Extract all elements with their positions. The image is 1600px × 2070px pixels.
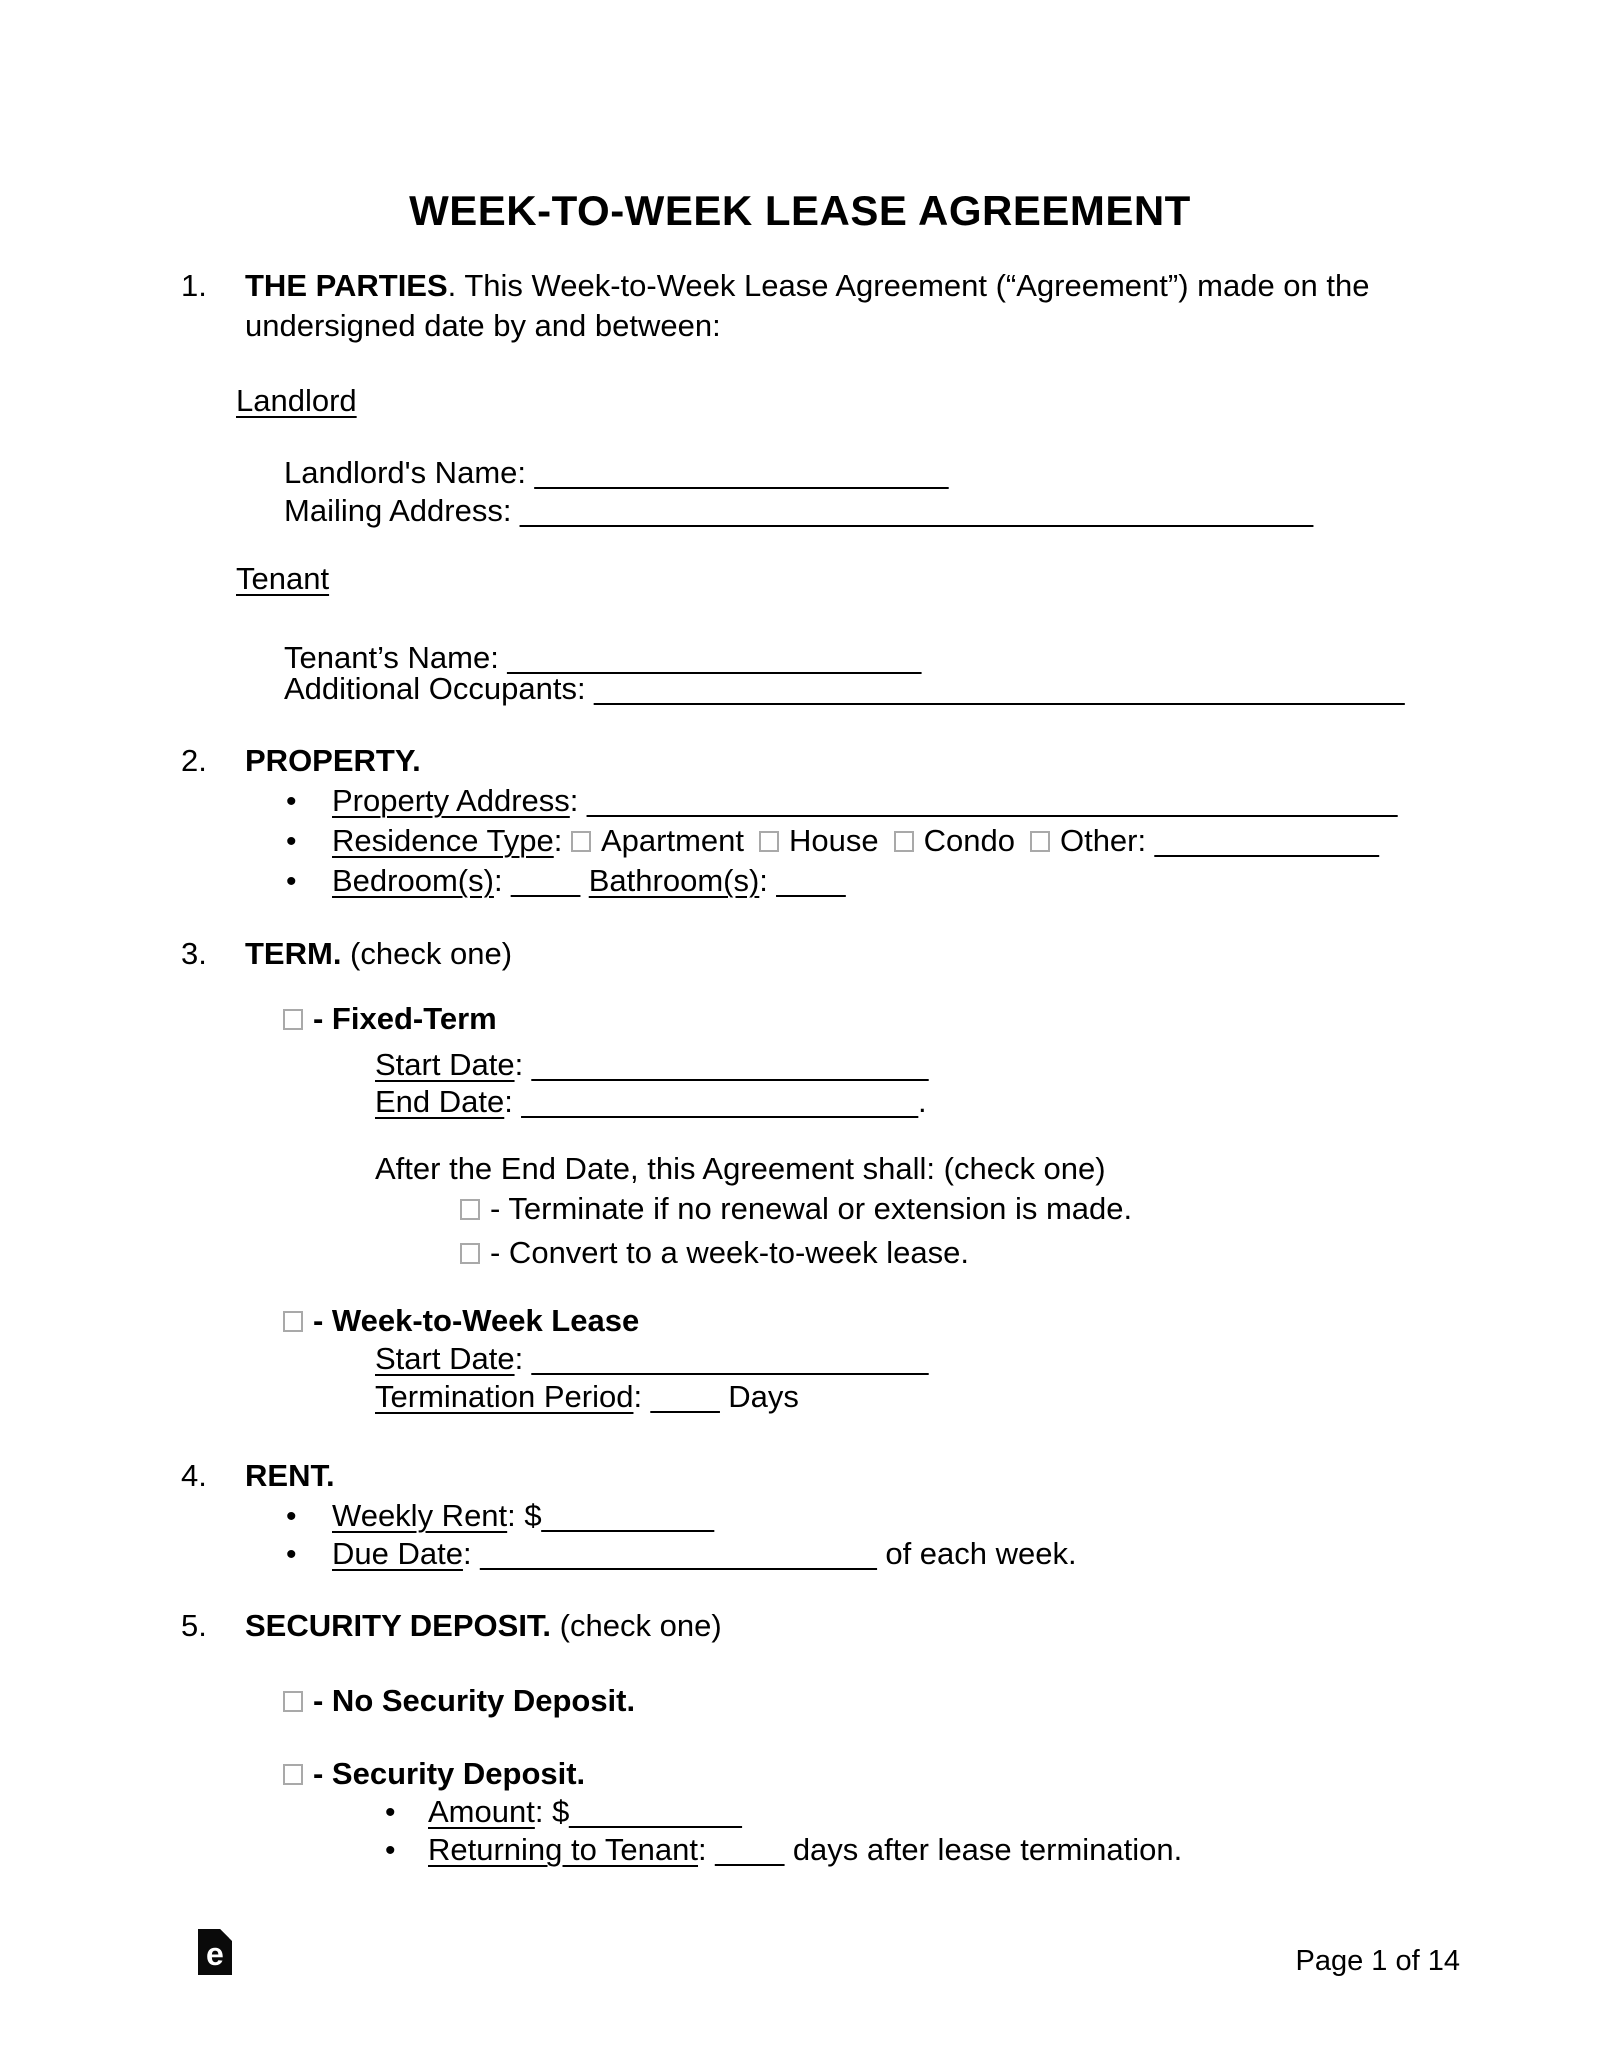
option-house-label: House [789,823,879,858]
checkbox-condo[interactable] [894,831,914,852]
due-date-label: Due Date [332,1536,463,1571]
option-other-label: Other: _____________ [1059,823,1379,858]
section-parties-heading [181,266,1370,306]
section-deposit-title: SECURITY DEPOSIT. [245,1608,552,1643]
deposit-amount-blank: : $__________ [534,1794,742,1829]
section-deposit-suffix: (check one) [551,1608,722,1643]
bathroom-blank: : ____ [759,863,846,898]
fixed-end-date-line [375,1082,927,1122]
no-security-deposit-label: - No Security Deposit. [313,1683,636,1718]
no-security-deposit-option [283,1681,635,1721]
security-deposit-label: - Security Deposit. [313,1756,586,1791]
section-rent-number: 4. [181,1458,207,1493]
start-date-blank: : _______________________ [514,1047,929,1082]
landlord-subheading: Landlord [236,383,357,418]
checkbox-house[interactable] [759,831,779,852]
section-term-title: TERM. [245,936,342,971]
residence-type-label: Residence Type [332,823,554,858]
residence-type-line [286,821,1379,862]
residence-type-separator: : [553,823,571,858]
eforms-logo-icon [198,1929,232,1975]
weekly-rent-label: Weekly Rent [332,1498,508,1533]
bullet-icon: • [286,825,297,858]
termination-period-blank: : ____ Days [633,1379,799,1414]
terminate-option [460,1189,1132,1229]
end-date-label: End Date [375,1084,505,1119]
section-deposit-heading [181,1606,722,1646]
bullet-icon: • [385,1796,396,1829]
week-to-week-option [283,1301,639,1341]
property-address-line [286,781,1397,822]
section-property-number: 2. [181,743,207,778]
termination-period-label: Termination Period [375,1379,634,1414]
deposit-amount-line [385,1792,742,1833]
tenant-name-field: Tenant’s Name: ________________________ [284,640,922,675]
bullet-icon: • [286,785,297,818]
mailing-address-field: Mailing Address: ______________________________________________ [284,493,1314,528]
landlord-name-field: Landlord's Name: ________________________ [284,455,949,490]
bedroom-label: Bedroom(s) [332,863,494,898]
checkbox-other[interactable] [1030,831,1050,852]
bullet-icon: • [286,1538,297,1571]
fixed-term-option [283,999,497,1039]
due-date-blank: : _______________________ of each week. [462,1536,1077,1571]
checkbox-terminate[interactable] [460,1199,480,1220]
returning-to-tenant-blank: : ____ days after lease termination. [698,1832,1183,1867]
bullet-icon: • [286,1500,297,1533]
additional-occupants-field: Additional Occupants: _______________________________________________ [284,671,1405,706]
checkbox-apartment[interactable] [571,831,591,852]
convert-option [460,1233,969,1273]
fixed-term-label: - Fixed-Term [313,1001,497,1036]
end-date-blank: : _______________________. [504,1084,927,1119]
section-term-suffix: (check one) [341,936,513,971]
section-term-number: 3. [181,936,207,971]
section-rent-title: RENT. [245,1458,335,1493]
checkbox-security-deposit[interactable] [283,1764,303,1785]
checkbox-convert[interactable] [460,1243,480,1264]
start-date-blank: : _______________________ [514,1341,929,1376]
parties-intro-line2: undersigned date by and between: [245,308,721,343]
deposit-amount-label: Amount [428,1794,535,1829]
convert-option-label: - Convert to a week-to-week lease. [490,1235,969,1270]
section-parties-number: 1. [181,268,207,303]
eforms-logo [198,1929,232,1985]
bathroom-label: Bathroom(s) [588,863,760,898]
section-rent-heading [181,1456,335,1496]
weekly-rent-line [286,1496,714,1537]
weekly-start-date-line [375,1339,928,1379]
section-term-heading [181,934,512,974]
week-to-week-label: - Week-to-Week Lease [313,1303,640,1338]
bullet-icon: • [286,865,297,898]
bedroom-bathroom-line [286,861,846,902]
section-deposit-number: 5. [181,1608,207,1643]
section-property-heading [181,741,421,781]
bullet-icon: • [385,1834,396,1867]
eforms-logo-letter: e [206,1936,224,1972]
checkbox-fixed-term[interactable] [283,1009,303,1030]
returning-to-tenant-line [385,1830,1182,1871]
tenant-subheading: Tenant [236,561,330,596]
due-date-line [286,1534,1077,1575]
termination-period-line [375,1377,799,1417]
returning-to-tenant-label: Returning to Tenant [428,1832,699,1867]
weekly-rent-blank: : $__________ [507,1498,715,1533]
section-parties-title: THE PARTIES [245,268,448,303]
fixed-start-date-line [375,1045,928,1085]
parties-intro-line1: . This Week-to-Week Lease Agreement (“Agreement”) made on the [447,268,1370,303]
after-end-date-text: After the End Date, this Agreement shall: (check one) [375,1151,1106,1186]
start-date-label: Start Date [375,1047,515,1082]
property-address-label: Property Address [332,783,570,818]
start-date-label: Start Date [375,1341,515,1376]
document-title: WEEK-TO-WEEK LEASE AGREEMENT [409,187,1191,234]
option-condo-label: Condo [923,823,1015,858]
property-address-blank: : _______________________________________________ [569,783,1398,818]
bedroom-blank: : ____ [493,863,589,898]
checkbox-week-to-week[interactable] [283,1311,303,1332]
page-number-label: Page 1 of 14 [1295,1945,1460,1977]
option-apartment-label: Apartment [600,823,744,858]
checkbox-no-security-deposit[interactable] [283,1691,303,1712]
section-property-title: PROPERTY. [245,743,421,778]
terminate-option-label: - Terminate if no renewal or extension is made. [490,1191,1133,1226]
security-deposit-option [283,1754,585,1794]
